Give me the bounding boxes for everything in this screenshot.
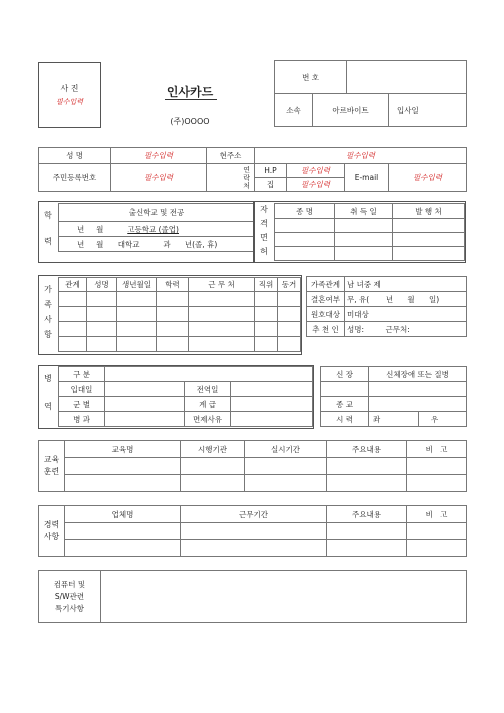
- title-underline: [165, 99, 217, 100]
- career-cell[interactable]: [327, 523, 407, 540]
- career-header-note: 비 고: [407, 506, 467, 523]
- rank-value[interactable]: [231, 397, 313, 412]
- family-cell[interactable]: [87, 307, 117, 322]
- dept-label: 소속: [275, 94, 313, 127]
- branch-value[interactable]: [105, 397, 185, 412]
- training-header-org: 시행기관: [181, 441, 245, 458]
- training-cell[interactable]: [245, 475, 327, 492]
- family-cell[interactable]: [117, 337, 157, 352]
- education-row-highschool[interactable]: 년 월 고등학교 (졸업): [59, 222, 255, 237]
- family-relation-value[interactable]: 남 녀중 제: [345, 277, 467, 292]
- family-section-label: 가 족 사 항: [44, 285, 52, 339]
- education-header: 출신학교 및 전공: [59, 204, 255, 222]
- family-header-education: 학력: [157, 278, 189, 292]
- photo-box: [38, 62, 101, 128]
- military-type-value[interactable]: [105, 367, 313, 382]
- family-cell[interactable]: [189, 337, 255, 352]
- license-cell[interactable]: [393, 219, 465, 233]
- vision-right[interactable]: 우: [419, 412, 467, 427]
- career-header-company: 업체명: [65, 506, 181, 523]
- join-label: 입사일: [389, 94, 467, 127]
- family-cell[interactable]: [157, 337, 189, 352]
- specialty-label: 병 과: [59, 412, 105, 427]
- license-cell[interactable]: [275, 233, 335, 247]
- family-cell[interactable]: [117, 322, 157, 337]
- veteran-value[interactable]: 미대상: [345, 307, 467, 322]
- id-value[interactable]: 필수입력: [111, 164, 207, 192]
- family-header-workplace: 근 무 처: [189, 278, 255, 292]
- family-table: [58, 277, 301, 352]
- training-cell[interactable]: [65, 475, 181, 492]
- military-type-label: 구 분: [59, 367, 105, 382]
- license-table: [274, 203, 465, 261]
- training-header-name: 교육명: [65, 441, 181, 458]
- license-cell[interactable]: [393, 233, 465, 247]
- family-cell[interactable]: [278, 292, 301, 307]
- military-table: [58, 366, 313, 427]
- page-title: 인사카드: [166, 85, 214, 99]
- career-section-label: 경력 사항: [39, 506, 65, 557]
- computer-label: 컴퓨터 및 S/W관련 특기사항: [39, 571, 101, 623]
- family-cell[interactable]: [87, 322, 117, 337]
- exempt-label: 면제사유: [185, 412, 231, 427]
- training-cell[interactable]: [65, 458, 181, 475]
- name-label: 성 명: [39, 148, 111, 164]
- career-cell[interactable]: [65, 540, 181, 557]
- home-value[interactable]: 필수입력: [287, 178, 345, 192]
- family-cell[interactable]: [189, 322, 255, 337]
- number-label: 번 호: [275, 61, 347, 94]
- family-cell[interactable]: [255, 322, 278, 337]
- training-cell[interactable]: [181, 475, 245, 492]
- family-cell[interactable]: [255, 292, 278, 307]
- family-cell[interactable]: [157, 307, 189, 322]
- photo-required: 필수입력: [55, 98, 84, 106]
- disability-value[interactable]: [369, 382, 467, 397]
- photo-label: 사 진: [60, 84, 79, 93]
- branch-label: 군 별: [59, 397, 105, 412]
- recommender-label: 추 천 인: [307, 322, 345, 337]
- family-header-birth: 생년월일: [117, 278, 157, 292]
- family-cell[interactable]: [59, 292, 87, 307]
- career-table: [38, 505, 467, 557]
- family-cell[interactable]: [157, 322, 189, 337]
- discharge-value[interactable]: [231, 382, 313, 397]
- address-label: 현주소: [207, 148, 255, 164]
- training-cell[interactable]: [327, 458, 407, 475]
- education-border: [38, 201, 254, 263]
- personal-table: [38, 147, 467, 192]
- family-cell[interactable]: [278, 322, 301, 337]
- license-cell[interactable]: [275, 247, 335, 261]
- family-cell[interactable]: [87, 337, 117, 352]
- company-name: (주)OOOO: [170, 117, 210, 126]
- number-field[interactable]: [347, 61, 467, 94]
- family-cell[interactable]: [255, 307, 278, 322]
- address-value[interactable]: 필수입력: [255, 148, 467, 164]
- side-info-table: [306, 276, 467, 337]
- training-cell[interactable]: [407, 458, 467, 475]
- name-value[interactable]: 필수입력: [111, 148, 207, 164]
- family-header-name: 성명: [87, 278, 117, 292]
- id-label: 주민등록번호: [39, 164, 111, 192]
- enlist-label: 입대일: [59, 382, 105, 397]
- info-table: [274, 60, 467, 127]
- military-section-label: 병 역: [44, 374, 52, 411]
- training-cell[interactable]: [181, 458, 245, 475]
- training-table: [38, 440, 467, 492]
- height-value[interactable]: [321, 382, 369, 397]
- training-header-content: 주요내용: [327, 441, 407, 458]
- family-relation-label: 가족관계: [307, 277, 345, 292]
- training-header-note: 비 고: [407, 441, 467, 458]
- license-cell[interactable]: [335, 247, 393, 261]
- family-cell[interactable]: [87, 292, 117, 307]
- computer-table: [38, 570, 467, 623]
- family-cell[interactable]: [189, 292, 255, 307]
- career-cell[interactable]: [407, 523, 467, 540]
- vision-left[interactable]: 좌: [369, 412, 419, 427]
- license-cell[interactable]: [335, 233, 393, 247]
- family-cell[interactable]: [278, 307, 301, 322]
- family-cell[interactable]: [117, 307, 157, 322]
- specialty-value[interactable]: [105, 412, 185, 427]
- education-row-university[interactable]: 년 월 대학교 과 년(졸, 휴): [59, 237, 255, 252]
- home-label: 집: [255, 178, 287, 192]
- recommender-value[interactable]: 성명: 근무처:: [345, 322, 467, 337]
- family-cell[interactable]: [59, 322, 87, 337]
- family-header-position: 직위: [255, 278, 278, 292]
- career-cell[interactable]: [65, 523, 181, 540]
- body-table: [320, 366, 467, 427]
- veteran-label: 원호대상: [307, 307, 345, 322]
- disability-label: 신체장애 또는 질병: [369, 367, 467, 382]
- training-header-period: 실시기간: [245, 441, 327, 458]
- license-header-date: 취 득 일: [335, 204, 393, 219]
- training-cell[interactable]: [407, 475, 467, 492]
- license-cell[interactable]: [335, 219, 393, 233]
- license-section-label: 자 격 면 허: [260, 205, 268, 256]
- vision-label: 시 력: [321, 412, 369, 427]
- exempt-value[interactable]: [231, 412, 313, 427]
- career-cell[interactable]: [327, 540, 407, 557]
- family-cell[interactable]: [255, 337, 278, 352]
- career-header-content: 주요내용: [327, 506, 407, 523]
- marriage-value[interactable]: 무, 유( 년 월 일): [345, 292, 467, 307]
- marriage-label: 결혼여부: [307, 292, 345, 307]
- training-cell[interactable]: [327, 475, 407, 492]
- license-cell[interactable]: [275, 219, 335, 233]
- career-cell[interactable]: [181, 540, 327, 557]
- rank-label: 계 급: [185, 397, 231, 412]
- contact-label: 연 락 처: [207, 164, 255, 192]
- computer-value[interactable]: [101, 571, 467, 623]
- career-cell[interactable]: [407, 540, 467, 557]
- education-section-label: 학 력: [44, 211, 52, 246]
- family-cell[interactable]: [59, 307, 87, 322]
- training-cell[interactable]: [245, 458, 327, 475]
- training-section-label: 교육 훈련: [39, 441, 65, 492]
- family-header-relation: 관계: [59, 278, 87, 292]
- email-value[interactable]: 필수입력: [389, 164, 467, 192]
- enlist-value[interactable]: [105, 382, 185, 397]
- religion-value[interactable]: [369, 397, 467, 412]
- family-cell[interactable]: [117, 292, 157, 307]
- dept-value: 아르바이트: [313, 94, 389, 127]
- license-cell[interactable]: [393, 247, 465, 261]
- discharge-label: 전역일: [185, 382, 231, 397]
- hp-label: H.P: [255, 164, 287, 178]
- family-cell[interactable]: [189, 307, 255, 322]
- email-label: E-mail: [345, 164, 389, 192]
- license-header-name: 종 명: [275, 204, 335, 219]
- hp-value[interactable]: 필수입력: [287, 164, 345, 178]
- family-cell[interactable]: [157, 292, 189, 307]
- height-label: 신 장: [321, 367, 369, 382]
- license-header-issuer: 발 행 처: [393, 204, 465, 219]
- family-cell[interactable]: [59, 337, 87, 352]
- religion-label: 종 교: [321, 397, 369, 412]
- family-header-cohabit: 동거: [278, 278, 301, 292]
- career-cell[interactable]: [181, 523, 327, 540]
- career-header-period: 근무기간: [181, 506, 327, 523]
- family-cell[interactable]: [278, 337, 301, 352]
